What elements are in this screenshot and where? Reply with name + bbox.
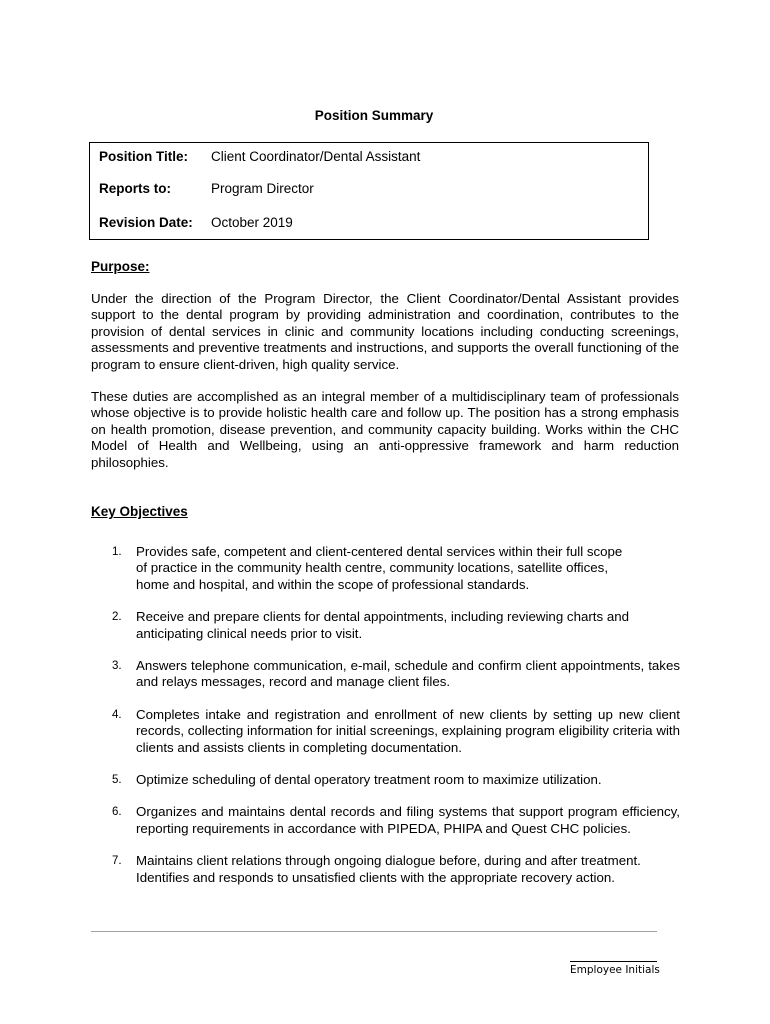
footer-divider: [91, 931, 657, 932]
purpose-paragraph-2: These duties are accomplished as an integral member of a multidisciplinary team of professionals whose objective is to provide holistic health care and follow up. The position has a strong emphasis on health promotion, disease prevention, and community capacity building. Works within the CHC Model of Health and Wellbeing, using an anti-oppressive framework and harm reduction philosophies.: [91, 389, 679, 470]
objective-number: 7.: [112, 855, 122, 868]
objective-number: 4.: [112, 708, 122, 721]
employee-initials-line[interactable]: [570, 961, 657, 962]
objective-text: Provides safe, competent and client-centered dental services within their full scope of practice in the community health centre, community locations, satellite offices, home and hospital, and within the scope of professional standards.: [136, 544, 623, 592]
position-title-label: Position Title:: [99, 149, 189, 164]
purpose-heading: Purpose:: [91, 259, 150, 274]
page-title: Position Summary: [314, 108, 434, 123]
objective-text: Completes intake and registration and enrollment of new clients by setting up new client records, collecting information for initial screenings, explaining program eligibility criteria with clients and assists clients in completing documentation.: [136, 706, 680, 755]
objective-number: 2.: [112, 611, 122, 624]
objective-item-7: [112, 853, 680, 886]
objective-item-1: [112, 544, 632, 593]
objective-item-2: [112, 609, 636, 642]
objective-text: Receive and prepare clients for dental appointments, including reviewing charts and anticipating clinical needs prior to visit.: [136, 609, 630, 641]
reports-to-value: Program Director: [211, 181, 314, 196]
revision-date-label: Revision Date:: [99, 215, 193, 230]
key-objectives-heading: Key Objectives: [91, 504, 188, 519]
objective-number: 5.: [112, 774, 122, 787]
objective-text: Answers telephone communication, e-mail, schedule and confirm client appointments, takes and relays messages, record and manage client files.: [136, 658, 680, 690]
purpose-paragraph-1: Under the direction of the Program Director, the Client Coordinator/Dental Assistant provides support to the dental program by providing administration and coordination, contributes to the provision of dental services in clinic and community locations including conducting screenings, assessments and preventive treatments and instructions, and supports the overall functioning of the program to ensure client-driven, high quality service.: [91, 291, 679, 372]
objective-number: 1.: [112, 546, 122, 558]
position-title-value: Client Coordinator/Dental Assistant: [211, 149, 421, 164]
objective-item-6: [112, 804, 680, 837]
employee-initials-label: Employee Initials: [570, 964, 660, 976]
objective-text: Organizes and maintains dental records and filing systems that support program efficiency, reporting requirements in accordance with PIPEDA, PHIPA and Quest CHC policies.: [136, 804, 680, 836]
objective-number: 6.: [112, 806, 122, 819]
objective-text: Maintains client relations through ongoing dialogue before, during and after treatment. Identifies and responds to unsatisfied clients with the appropriate recovery action.: [136, 853, 641, 885]
revision-date-value: October 2019: [211, 215, 293, 230]
reports-to-label: Reports to:: [99, 181, 171, 196]
position-summary-box: [89, 142, 649, 240]
objective-item-5: [112, 772, 680, 788]
objective-text: Optimize scheduling of dental operatory treatment room to maximize utilization.: [136, 772, 602, 788]
objective-number: 3.: [112, 660, 122, 673]
objective-item-3: [112, 658, 680, 691]
key-objectives-list: [112, 544, 680, 902]
objective-item-4: [112, 707, 680, 756]
